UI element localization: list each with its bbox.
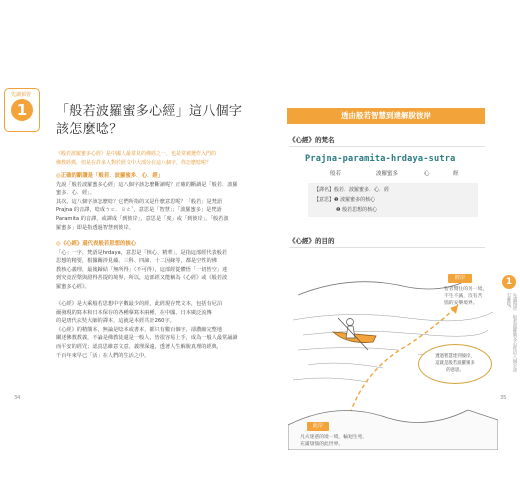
chapter-tag-number: 1: [11, 99, 33, 121]
section-2-line: 到究竟涅槃與證得菩提的境界，所以，這部經又能稱為《心經》或《般若波: [56, 275, 228, 282]
intro-line: 佛教經典，但是在許多人對於經文中大部分在這八個字，你怎麼唸呢？: [56, 159, 212, 166]
section-1-line: Prajna 的音譯，唸成ㄅㄛ．ㄖㄜˇ，意思是「智慧」；「波羅蜜多」是梵語: [56, 207, 222, 214]
far-shore-desc: [444, 286, 492, 307]
section-3-line: 而平安的經咒；認真思維意文意、義理深遠，透著人生解脫真理的經典，: [56, 343, 223, 350]
speech-bubble: [418, 344, 492, 384]
section-3-line: 的是唐代玄奘大師的譯本，這就是本經共計260字。: [56, 318, 175, 325]
far-shore-label: 彼岸: [448, 274, 472, 283]
divider: [289, 247, 485, 248]
section-2: [56, 240, 266, 292]
section-1-line: 羅蜜多」即是指透過智慧到彼岸。: [56, 224, 134, 231]
cjk-word: 般若: [330, 171, 342, 177]
banner-text: 透由般若智慧到達解脫彼岸: [341, 111, 431, 120]
chapter-tag-label: 先讀預習: [10, 92, 31, 98]
section-3-line: 千百年來早已「活」在人們的生活之中。: [56, 352, 150, 359]
cjk-word: 經: [453, 171, 459, 177]
section-2-line: 教核心義理，最後歸結「無所得」（不可得），這部經從體悟「一切皆空」達: [56, 266, 228, 273]
section-3-line: 《心經》的精簡本，無論是唸本或書本，都只有數百個字，卻濃縮完整地: [56, 326, 223, 333]
far-shore-desc-line: 智者嚮往的另一境，: [444, 287, 488, 292]
info-line: 【意思】❶ 波羅蜜多的核心: [314, 197, 376, 203]
section-1-line: 蜜多．心．經」。: [56, 190, 95, 197]
right-page-number: 35: [500, 395, 507, 401]
section-2-line: 「心」一字，梵語是hrdaya，意思是「核心、精華」，是指這部經代表般若: [56, 249, 228, 256]
title-line-1: 「般若波羅蜜多心經」這八個字: [56, 104, 243, 119]
bubble-line: 透過智慧達到彼岸，: [435, 354, 475, 359]
info-line: ❷ 般若思想的核心: [336, 207, 378, 213]
bubble-line: 這就是般若波羅蜜多: [435, 361, 475, 366]
section-2-heading: ◎《心經》還代表般若思想的核心: [56, 241, 137, 247]
near-shore-desc-line: 凡夫迷惑的境一境，輪迴生死、: [300, 435, 368, 440]
far-shore-desc-line: 不生不滅，沒有苦: [444, 294, 483, 299]
title-line-2: 該怎麼唸？: [56, 122, 123, 137]
intro-line: 《般若波羅蜜多心經》是中國人最常見的佛經之一，也是常被選作入門的: [56, 151, 217, 157]
bubble-line: 的意思。: [446, 368, 464, 373]
side-tab-number: 1: [502, 275, 516, 289]
section-b-heading: 《心經》的目的: [289, 237, 335, 245]
section-1-line: 先說「般若波羅蜜多心經」這八個字該怎麼斷讀呢？正確的斷讀是「般若．波羅: [56, 181, 238, 188]
section-1: [56, 172, 266, 232]
far-shore-desc-line: 惱的安樂境界。: [444, 301, 478, 306]
intro-text: [56, 150, 266, 167]
section-2-line: 思想的精要，根據關涉見蘊、三科、四諦、十二因緣等，都是空性的佛: [56, 258, 217, 265]
near-shore-desc-line: 充滿煩惱的此世界。: [300, 442, 344, 447]
page-title: [56, 103, 256, 139]
section-3-line: 爾發現的寫本和日本保存的各種摹寫本兩種，在中國、日本廣泛流傳: [56, 309, 212, 316]
near-shore-desc: [300, 434, 400, 448]
near-shore-label: 此岸: [307, 422, 329, 431]
section-3-line: 《心經》是大乘般若思想中字數最少的經，此經現存梵文本，包括有尼泊: [56, 301, 223, 307]
section-2-line: 羅蜜多心經》。: [56, 283, 90, 290]
rower-head: [347, 319, 354, 326]
section-1-line: 其次，這八個字該怎麼唸？它們所指的又是什麼意思呢？「般若」是梵語: [56, 198, 223, 205]
info-line: 【譯名】般若．波羅蜜多．心．經: [314, 187, 390, 193]
section-a-heading: 《心經》的梵名: [289, 136, 335, 144]
section-3-line: 闡述佛教教義，不論是佛教徒還是一般人，皆很容易上手，成為一般人最常誦讀: [56, 335, 238, 342]
section-1-heading: ◎正確的斷讀是「般若．波羅蜜多．心．經」: [56, 173, 164, 179]
cjk-word: 心: [424, 171, 430, 177]
left-page-number: 34: [14, 395, 21, 401]
side-tab-text: 先讀預習 般若波羅蜜多心經這八個字該怎麼唸？: [506, 293, 517, 373]
section-3: [56, 300, 266, 360]
divider: [289, 146, 485, 147]
section-1-line: Paramita 的音譯，或譯成「到彼岸」，意思是「度」或「到彼岸」，「般若波: [56, 215, 229, 222]
cjk-word: 波羅蜜多: [376, 171, 399, 177]
sanskrit-name: Prajna-paramita-hrdaya-sutra: [305, 154, 456, 164]
